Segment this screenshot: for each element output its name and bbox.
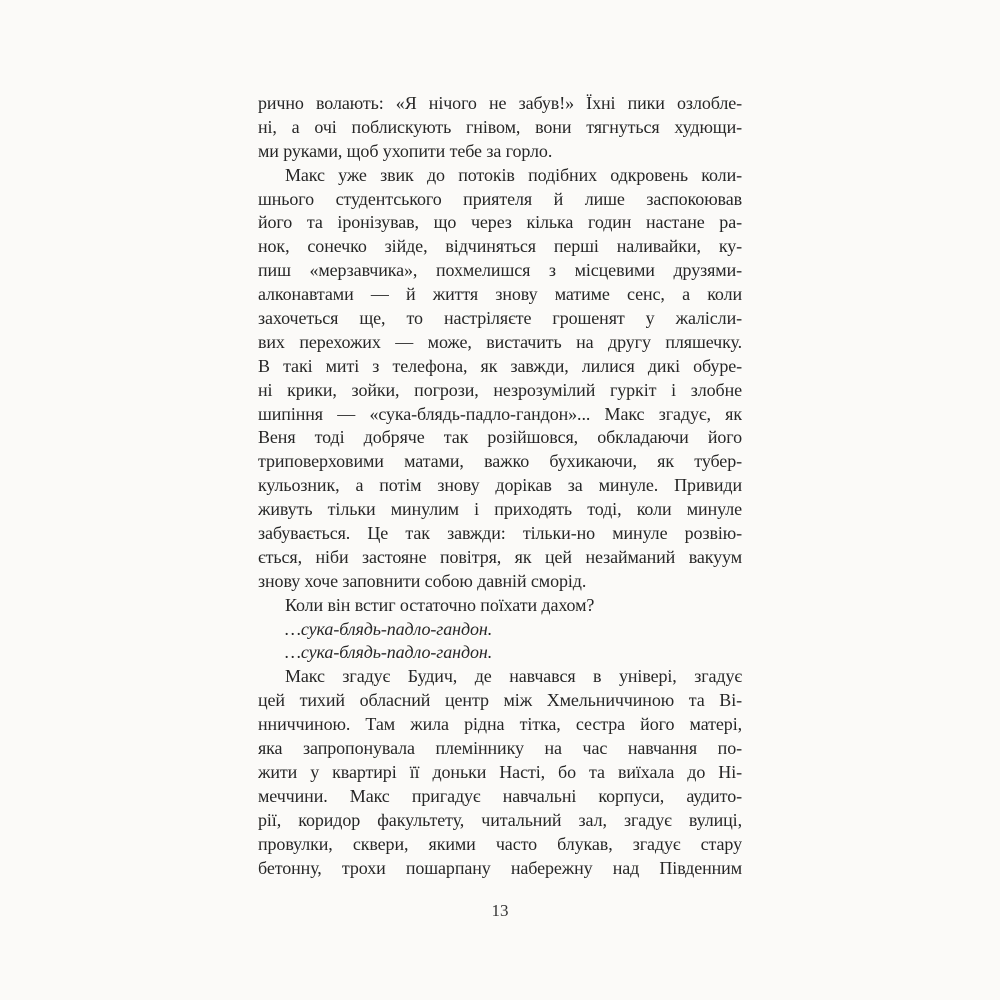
text-line: пиш «мерзавчика», похмелишся з місцевими друзями-: [258, 260, 742, 281]
text-line: живуть тільки минулим і приходять тоді, коли минуле: [258, 499, 742, 520]
text-line: …сука-блядь-падло-гандон.: [285, 618, 493, 639]
text-line: нок, сонечко зійде, відчиняться перші наливайки, ку-: [258, 236, 742, 257]
text-line: Макс згадує Будич, де навчався в універі, згадує: [285, 666, 742, 687]
text-line: жити у квартирі її доньки Насті, бо та виїхала до Ні-: [258, 761, 742, 782]
text-line: забувається. Це так завжди: тільки-но минуле розвію-: [258, 523, 742, 544]
text-line: бетонну, трохи пошарпану набережну над Південним: [258, 857, 742, 878]
paragraph: [258, 641, 742, 665]
text-line: Веня тоді добряче так розійшовся, обкладаючи його: [258, 427, 742, 448]
paragraph: [258, 164, 742, 594]
text-line: меччини. Макс пригадує навчальні корпуси, аудито-: [258, 785, 742, 806]
paragraph: [258, 92, 742, 164]
paragraph: [258, 665, 742, 880]
text-line: вих перехожих — може, вистачить на другу пляшечку.: [258, 331, 742, 352]
page-number: 13: [491, 901, 509, 920]
paragraph: [258, 594, 742, 618]
text-line: Макс уже звик до потоків подібних одкровень коли-: [285, 164, 742, 185]
text-line: яка запропонувала племіннику на час навчання по-: [258, 738, 742, 759]
text-line: цей тихий обласний центр між Хмельниччиною та Ві-: [258, 690, 742, 711]
text-line: шипіння — «сука-блядь-падло-гандон»... Макс згадує, як: [258, 403, 742, 424]
text-line: знову хоче заповнити собою давній сморід.: [258, 570, 587, 591]
text-line: нниччиною. Там жила рідна тітка, сестра його матері,: [258, 714, 742, 735]
text-line: триповерховими матами, важко бухикаючи, як тубер-: [258, 451, 742, 472]
text-line: ні, а очі поблискують гнівом, вони тягнуться худющи-: [258, 116, 742, 137]
text-line: шнього студентського приятеля й лише заспокоював: [258, 188, 742, 209]
text-line: його та іронізував, що через кілька годин настане ра-: [258, 212, 742, 233]
text-line: В такі миті з телефона, як завжди, лилися дикі обуре-: [258, 355, 742, 376]
paragraph: [258, 618, 742, 642]
text-line: кульозник, а потім знову дорікав за минуле. Привиди: [258, 475, 742, 496]
text-line: захочеться ще, то настріляєте грошенят у жалісли-: [258, 308, 742, 329]
text-line: ні крики, зойки, погрози, незрозумілий гуркіт і злобне: [258, 379, 742, 400]
text-line: рично волають: «Я нічого не забув!» Їхні пики озлобле-: [258, 93, 742, 113]
text-line: Коли він встиг остаточно поїхати дахом?: [285, 594, 595, 615]
text-line: ється, ніби застояне повітря, як цей незайманий вакуум: [258, 546, 742, 567]
text-line: рії, коридор факультету, читальний зал, згадує вулиці,: [258, 809, 742, 830]
text-line: …сука-блядь-падло-гандон.: [285, 642, 493, 663]
text-line: ми руками, щоб ухопити тебе за горло.: [258, 140, 553, 161]
text-line: алконавтами — й життя знову матиме сенс, а коли: [258, 284, 742, 305]
page-text: [258, 92, 742, 880]
text-line: провулки, сквери, якими часто блукав, згадує стару: [258, 833, 742, 854]
